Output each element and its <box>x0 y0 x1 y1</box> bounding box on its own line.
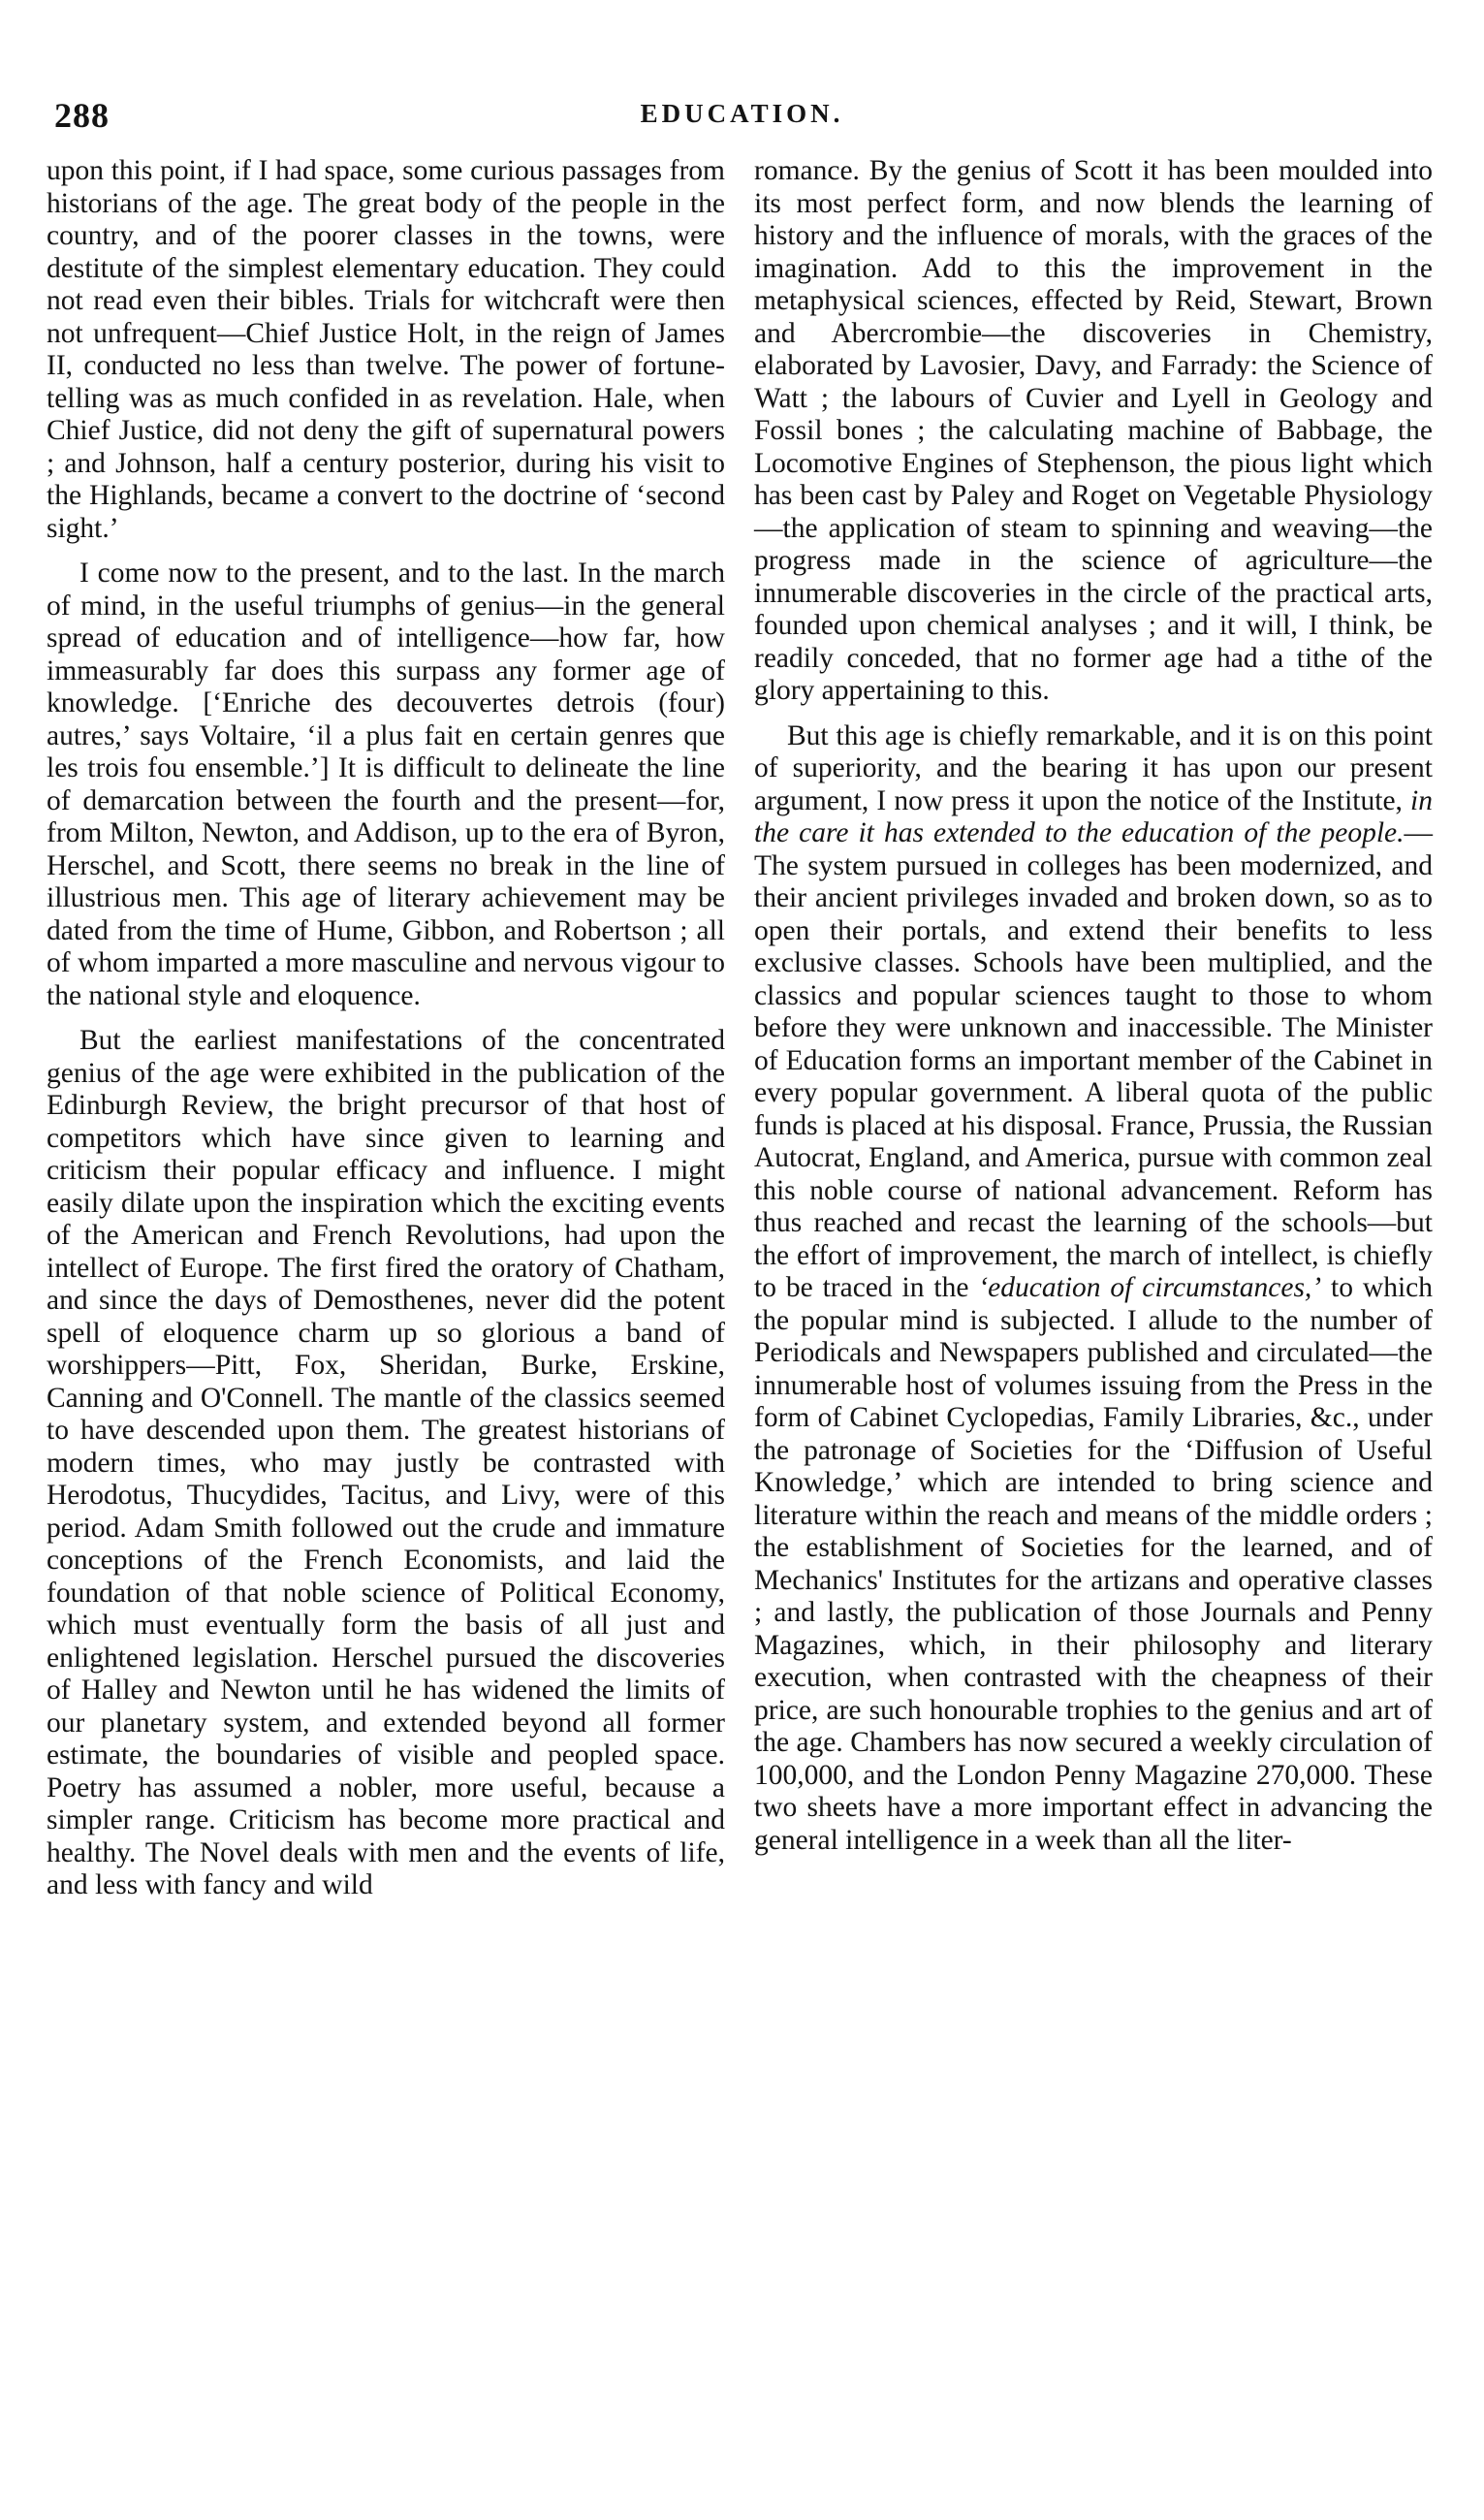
italic-phrase-education-of-people: in the care it has extended to the education of the people. <box>754 784 1433 848</box>
page-number: 288 <box>54 96 110 135</box>
paragraph-continued: upon this point, if I had space, some curious passages from historians of the age. The great body of the people in the country, and of the poorer classes in the towns, were destitute of the simplest elementary education. They could not read even their bibles. Trials for witchcraft were then not unfrequent—Chief Justice Holt, in the reign of James II, conducted no less than twelve. The power of fortune-telling was as much confided in as revelation. Hale, when Chief Justice, did not deny the gift of supernatural powers ; and Johnson, half a century posterior, during his visit to the Highlands, became a convert to the doctrine of ‘second sight.’ <box>47 155 725 544</box>
left-column <box>47 155 725 1915</box>
paragraph-text: —The system pursued in colleges has been modernized, and their ancient privileges invaded and broken down, so as to open their portals, and extend their benefits to less exclusive classes. Schools have been multiplied, and the classics and popular sciences taught to those to whom before they were unknown and inaccessible. The Minister of Education forms an important member of the Cabinet in every popular government. A liberal quota of the public funds is placed at his disposal. France, Prussia, the Russian Autocrat, England, and America, pursue with common zeal this noble course of national advancement. Reform has thus reached and recast the learning of the schools—but the effort of improvement, the march of intellect, is chiefly to be traced in the <box>754 817 1433 1303</box>
italic-phrase-education-of-circumstances: ‘education of circumstances,’ <box>978 1272 1322 1303</box>
paragraph-text: But this age is chiefly remarkable, and it is on this point of superiority, and the bearing it has upon our present argument, I now press it upon the notice of the Institute, <box>754 719 1433 816</box>
paragraph-present-age: I come now to the present, and to the last. In the march of mind, in the useful triumphs of genius—in the general spread of education and of intelligence—how far, how immeasurably far does this surpass any former age of knowledge. [‘Enriche des decouvertes detrois (four) autres,’ says Voltaire, ‘il a plus fait en certain genres que les trois fou ensemble.’] It is difficult to delineate the line of demarcation between the fourth and the present—for, from Milton, Newton, and Addison, up to the era of Byron, Herschel, and Scott, there seems no break in the line of illustrious men. This age of literary achievement may be dated from the time of Hume, Gibbon, and Robertson ; all of whom imparted a more masculine and nervous vigour to the national style and eloquence. <box>47 558 725 1011</box>
paragraph-concentrated-genius: But the earliest manifestations of the concentrated genius of the age were exhibited in the publication of the Edinburgh Review, the bright precursor of that host of competitors which have since given to learning and criticism their popular efficacy and influence. I might easily dilate upon the inspiration which the exciting events of the American and French Revolutions, had upon the intellect of Europe. The first fired the oratory of Chatham, and since the days of Demosthenes, never did the potent spell of eloquence charm up so glorious a band of worshippers—Pitt, Fox, Sheridan, Burke, Erskine, Canning and O'Connell. The mantle of the classics seemed to have descended upon them. The greatest historians of modern times, who may justly be contrasted with Herodotus, Thucydides, Tacitus, and Livy, were of this period. Adam Smith followed out the crude and immature conceptions of the French Economists, and laid the foundation of that noble science of Political Economy, which must eventually form the basis of all just and enlightened legislation. Herschel pursued the discoveries of Halley and Newton until he has widened the limits of our planetary system, and extended beyond all former estimate, the boundaries of visible and peopled space. Poetry has assumed a nobler, more useful, because a simpler range. Criticism has become more practical and healthy. The Novel deals with men and the events of life, and less with fancy and wild <box>47 1025 725 1900</box>
paragraph-text: to which the popular mind is subjected. I allude to the number of Periodicals and Newspapers published and circulated—the innumerable host of volumes issuing from the Press in the form of Cabinet Cyclopedias, Family Libraries, &c., under the patronage of Societies for the ‘Diffusion of Useful Knowledge,’ which are intended to bring science and literature within the reach and means of the middle orders ; the establishment of Societies for the learned, and of Mechanics' Institutes for the artizans and operative classes ; and lastly, the publication of those Journals and Penny Magazines, which, in their philosophy and literary execution, when contrasted with the cheapness of their price, are such honourable trophies to the genius and art of the age. Chambers has now secured a weekly circulation of 100,000, and the London Penny Magazine 270,000. These two sheets have a more important effect in advancing the general intelligence in a week than all the liter- <box>754 1272 1433 1856</box>
paragraph-romance-continued: romance. By the genius of Scott it has been moulded into its most perfect form, and now blends the learning of history and the influence of morals, with the graces of the imagination. Add to this the improvement in the metaphysical sciences, effected by Reid, Stewart, Brown and Abercrombie—the discoveries in Chemistry, elaborated by Lavosier, Davy, and Farrady: the Science of Watt ; the labours of Cuvier and Lyell in Geology and Fossil bones ; the calculating machine of Babbage, the Locomotive Engines of Stephenson, the pious light which has been cast by Paley and Roget on Vegetable Physiology—the application of steam to spinning and weaving—the progress made in the science of agriculture—the innumerable discoveries in the circle of the practical arts, founded upon chemical analyses ; and it will, I think, be readily conceded, that no former age had a tithe of the glory appertaining to this. <box>754 155 1433 706</box>
running-title: EDUCATION. <box>640 99 844 128</box>
paragraph-education-of-people <box>754 720 1433 1858</box>
right-column <box>754 155 1433 1869</box>
